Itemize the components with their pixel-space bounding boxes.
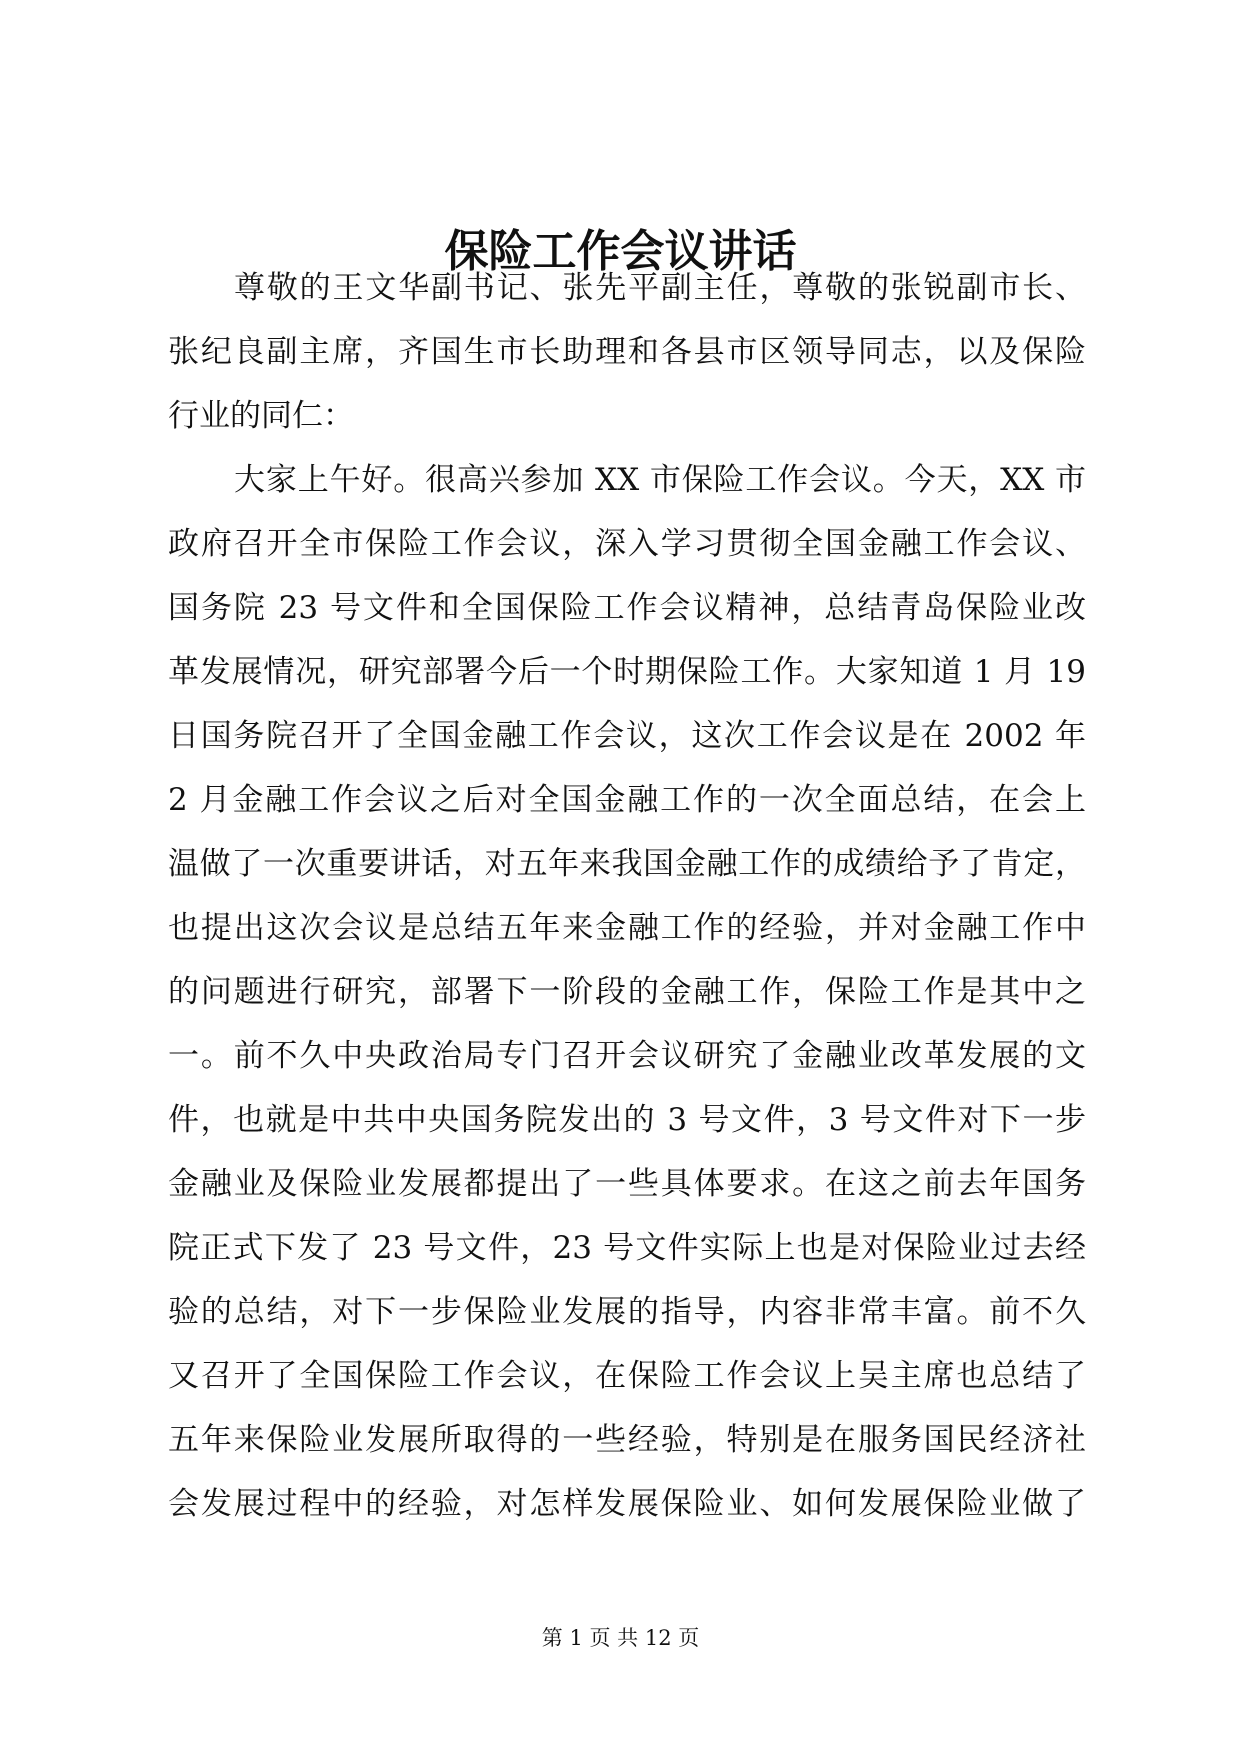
- document-body: [168, 256, 1086, 1536]
- text-line: 温做了一次重要讲话，对五年来我国金融工作的成绩给予了肯定，: [168, 846, 1086, 882]
- text-line: 验的总结，对下一步保险业发展的指导，内容非常丰富。前不久: [168, 1294, 1086, 1330]
- text-line: 会发展过程中的经验，对怎样发展保险业、如何发展保险业做了: [168, 1486, 1086, 1522]
- text-line: 革发展情况，研究部署今后一个时期保险工作。大家知道 1 月 19: [168, 654, 1086, 690]
- text-line: 的问题进行研究，部署下一阶段的金融工作，保险工作是其中之: [168, 974, 1086, 1010]
- text-line: 又召开了全国保险工作会议，在保险工作会议上吴主席也总结了: [168, 1358, 1086, 1394]
- text-line: 日国务院召开了全国金融工作会议，这次工作会议是在 2002 年: [168, 718, 1086, 754]
- paragraph: [168, 448, 1086, 1536]
- text-line: 尊敬的王文华副书记、张先平副主任，尊敬的张锐副市长、: [234, 270, 1086, 306]
- text-line: 行业的同仁：: [168, 398, 354, 434]
- text-line: 张纪良副主席，齐国生市长助理和各县市区领导同志，以及保险: [168, 334, 1086, 370]
- text-line: 五年来保险业发展所取得的一些经验，特别是在服务国民经济社: [168, 1422, 1086, 1458]
- text-line: 也提出这次会议是总结五年来金融工作的经验，并对金融工作中: [168, 910, 1086, 946]
- text-line: 院正式下发了 23 号文件，23 号文件实际上也是对保险业过去经: [168, 1230, 1086, 1266]
- text-line: 2 月金融工作会议之后对全国金融工作的一次全面总结，在会上: [168, 782, 1086, 818]
- text-line: 件，也就是中共中央国务院发出的 3 号文件，3 号文件对下一步: [168, 1102, 1086, 1138]
- text-line: 政府召开全市保险工作会议，深入学习贯彻全国金融工作会议、: [168, 526, 1086, 562]
- paragraph: [168, 256, 1086, 448]
- text-line: 大家上午好。很高兴参加 XX 市保险工作会议。今天，XX 市: [234, 462, 1086, 498]
- document-title: 保险工作会议讲话: [444, 226, 797, 277]
- text-line: 一。前不久中央政治局专门召开会议研究了金融业改革发展的文: [168, 1038, 1086, 1074]
- page-footer: 第 1 页 共 12 页: [541, 1626, 700, 1650]
- text-line: 金融业及保险业发展都提出了一些具体要求。在这之前去年国务: [168, 1166, 1086, 1202]
- text-line: 国务院 23 号文件和全国保险工作会议精神，总结青岛保险业改: [168, 590, 1086, 626]
